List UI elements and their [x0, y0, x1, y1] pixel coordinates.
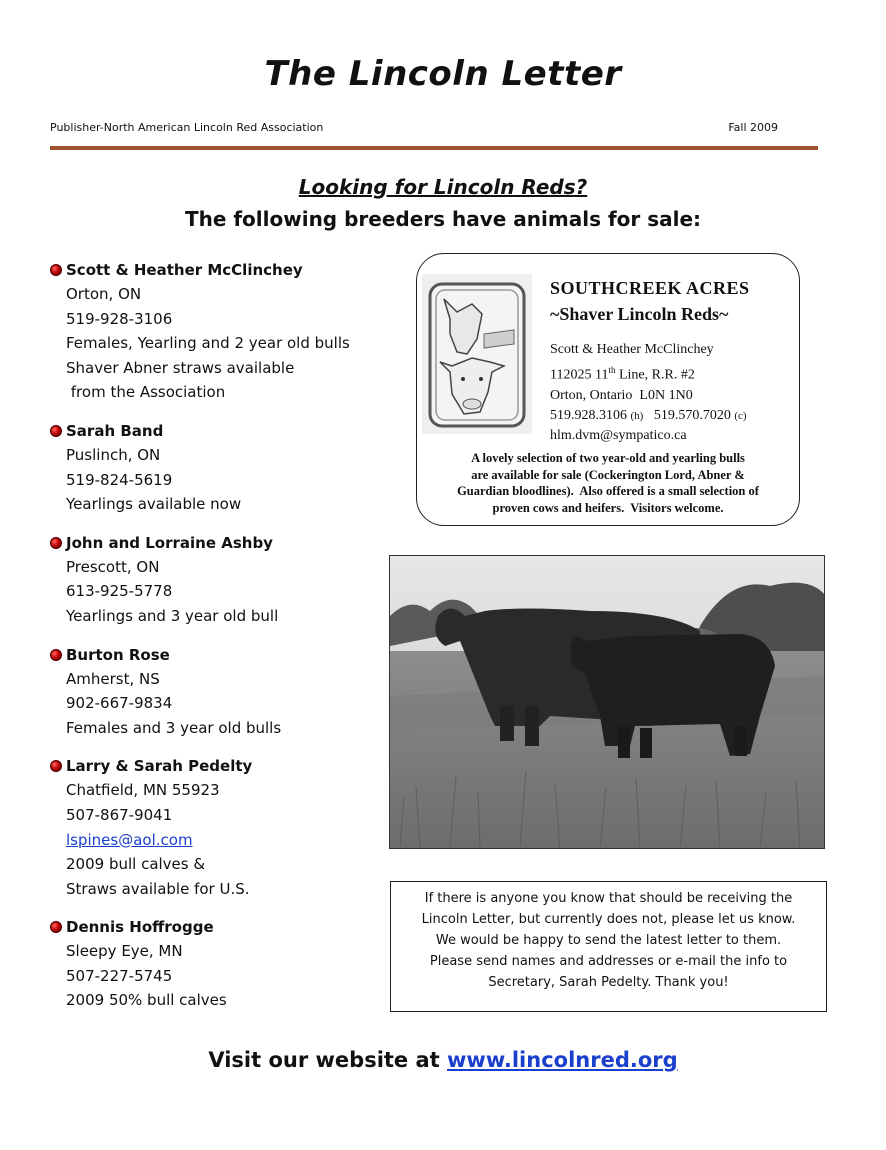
- breeder-list: [50, 258, 390, 1027]
- breeder-entry: [50, 419, 390, 517]
- ad-description: A lovely selection of two year-old and yearling bulls are available for sale (Cockerington Lord, Abner & Guardian bloodlines). Also offered is a small selection of proven cows and heifers. Visitors welcome.: [457, 451, 759, 515]
- breeder-entry: [50, 754, 390, 901]
- breeder-entry: [50, 643, 390, 741]
- bullet-icon: [50, 760, 62, 772]
- breeder-name: Dennis Hoffrogge: [66, 918, 214, 937]
- issue-date: Fall 2009: [728, 121, 778, 134]
- header-rule: [50, 146, 818, 150]
- bullet-icon: [50, 264, 62, 276]
- notice-line: Please send names and addresses or e-mail the info to: [429, 954, 788, 969]
- bullet-icon: [50, 537, 62, 549]
- notice-line: Secretary, Sarah Pedelty. Thank you!: [488, 975, 729, 990]
- breeder-offer: Yearlings and 3 year old bull: [66, 606, 279, 625]
- breeder-entry: [50, 531, 390, 629]
- ad-owners: Scott & Heather McClinchey: [550, 342, 714, 357]
- notice-line: If there is anyone you know that should be receiving the: [424, 891, 793, 906]
- ad-phones: 519.928.3106 (h) 519.570.7020 (c): [550, 407, 747, 423]
- breeder-offer: Yearlings available now: [66, 495, 242, 514]
- bullet-icon: [50, 425, 62, 437]
- breeder-phone: 519-928-3106: [66, 309, 173, 328]
- breeder-name: Sarah Band: [66, 421, 164, 440]
- intro-heading: Looking for Lincoln Reds?: [298, 175, 588, 199]
- breeder-offer: 2009 50% bull calves: [66, 991, 227, 1010]
- ad-subtitle: ~Shaver Lincoln Reds~: [550, 304, 729, 324]
- breeder-name: John and Lorraine Ashby: [66, 533, 273, 552]
- breeder-phone: 507-867-9041: [66, 805, 173, 824]
- breeder-offer: Shaver Abner straws available: [66, 358, 295, 377]
- breeder-phone: 507-227-5745: [66, 966, 173, 985]
- ad-farm-name: SOUTHCREEK ACRES: [550, 278, 750, 298]
- publisher-line: Publisher-North American Lincoln Red Association: [50, 121, 324, 134]
- breeder-offer: Females, Yearling and 2 year old bulls: [66, 334, 350, 353]
- breeder-name: Burton Rose: [66, 645, 170, 664]
- breeder-location: Amherst, NS: [66, 669, 160, 688]
- website-footer: [0, 1048, 886, 1072]
- newsletter-title: The Lincoln Letter: [264, 54, 622, 94]
- notice-line: Lincoln Letter, but currently does not, please let us know.: [421, 912, 796, 927]
- breeder-name: Larry & Sarah Pedelty: [66, 757, 253, 776]
- ad-address-line2: Orton, Ontario L0N 1N0: [550, 387, 693, 403]
- ad-address-line1: 112025 11th Line, R.R. #2: [550, 365, 695, 383]
- notice-box: [390, 881, 827, 1012]
- breeder-offer: 2009 bull calves &: [66, 855, 206, 874]
- breeder-name: Scott & Heather McClinchey: [66, 261, 303, 279]
- breeder-location: Prescott, ON: [66, 557, 160, 576]
- bullet-icon: [50, 921, 62, 933]
- breeder-entry: [50, 915, 390, 1013]
- breeder-location: Sleepy Eye, MN: [66, 942, 183, 961]
- ad-email: hlm.dvm@sympatico.ca: [550, 427, 687, 443]
- breeder-location: Orton, ON: [66, 285, 142, 303]
- breeder-entry: [50, 258, 390, 405]
- breeder-phone: 902-667-9834: [66, 694, 173, 713]
- intro-subheading: The following breeders have animals for sale:: [184, 207, 702, 231]
- breeder-offer: Females and 3 year old bulls: [66, 718, 282, 737]
- bullet-icon: [50, 649, 62, 661]
- breeder-location: Puslinch, ON: [66, 445, 161, 464]
- breeder-offer: Straws available for U.S.: [66, 879, 250, 898]
- cattle-photo: [389, 555, 825, 849]
- southcreek-ad: [416, 253, 800, 526]
- notice-line: We would be happy to send the latest letter to them.: [435, 933, 782, 948]
- breeder-email-link[interactable]: lspines@aol.com: [66, 830, 193, 849]
- breeder-offer: from the Association: [66, 383, 226, 402]
- breeder-phone: 519-824-5619: [66, 470, 173, 489]
- cattle-logo-icon: [422, 274, 532, 434]
- breeder-location: Chatfield, MN 55923: [66, 781, 220, 800]
- ad-contact-block: [550, 340, 747, 446]
- breeder-phone: 613-925-5778: [66, 582, 173, 601]
- website-link[interactable]: www.lincolnred.org: [447, 1048, 678, 1072]
- footer-prefix: Visit our website at: [208, 1048, 448, 1072]
